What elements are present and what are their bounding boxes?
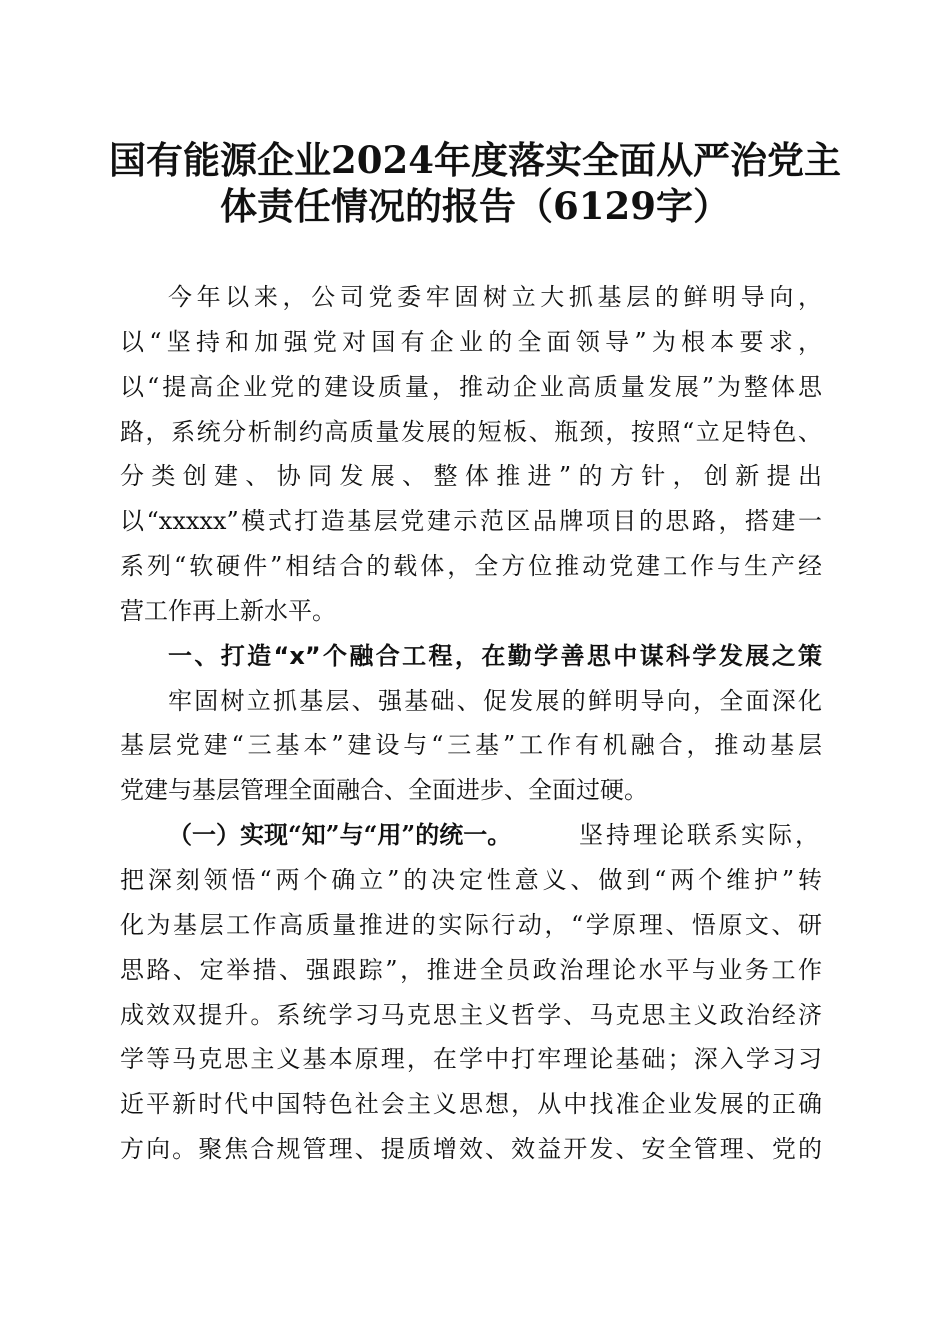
document-title-line-1: 国有能源企业2024年度落实全面从严治党主 xyxy=(109,138,841,182)
text-line: 营工作再上新水平。 xyxy=(120,596,336,625)
text-line: 分类创建、协同发展、整体推进”的方针，创新提出 xyxy=(120,462,822,491)
paragraph-intro xyxy=(120,275,822,634)
paragraph-subsection-1 xyxy=(120,813,822,1172)
text-span: 坚持理论联系实际， xyxy=(579,821,822,850)
text-line: 成效双提升。系统学习马克思主义哲学、马克思主义政治经济 xyxy=(120,1000,822,1029)
text-line: 党建与基层管理全面融合、全面进步、全面过硬。 xyxy=(120,776,648,805)
text-line: 以“提高企业党的建设质量，推动企业高质量发展”为整体思 xyxy=(120,372,822,401)
text-line: 以“坚持和加强党对国有企业的全面领导”为根本要求， xyxy=(120,327,822,356)
subsection-heading: （一）实现“知”与“用”的统一。 xyxy=(168,820,512,850)
text-line xyxy=(120,813,822,858)
text-line: 学等马克思主义基本原理，在学中打牢理论基础；深入学习习 xyxy=(120,1045,822,1074)
text-line: 系列“软硬件”相结合的载体，全方位推动党建工作与生产经 xyxy=(120,552,822,581)
document-title-line-2: 体责任情况的报告（6129字） xyxy=(220,184,730,228)
text-line: 化为基层工作高质量推进的实际行动，“学原理、悟原文、研 xyxy=(120,910,822,939)
text-line: 路，系统分析制约高质量发展的短板、瓶颈，按照“立足特色、 xyxy=(120,417,822,446)
text-line: 以“xxxxx”模式打造基层党建示范区品牌项目的思路，搭建一 xyxy=(120,507,822,536)
text-line: 牢固树立抓基层、强基础、促发展的鲜明导向，全面深化 xyxy=(168,686,822,715)
text-line: 方向。聚焦合规管理、提质增效、效益开发、安全管理、党的 xyxy=(120,1135,822,1164)
paragraph-section-1 xyxy=(120,679,822,814)
text-line: 今年以来，公司党委牢固树立大抓基层的鲜明导向， xyxy=(168,283,822,311)
text-line: 基层党建“三基本”建设与“三基”工作有机融合，推动基层 xyxy=(120,731,822,760)
text-line: 把深刻领悟“两个确立”的决定性意义、做到“两个维护”转 xyxy=(120,865,822,894)
section-heading-1: 一、打造“x”个融合工程，在勤学善思中谋科学发展之策 xyxy=(168,641,822,670)
text-line: 近平新时代中国特色社会主义思想，从中找准企业发展的正确 xyxy=(120,1090,822,1119)
text-line: 思路、定举措、强跟踪”，推进全员政治理论水平与业务工作 xyxy=(120,955,822,984)
document-body xyxy=(120,275,822,1172)
